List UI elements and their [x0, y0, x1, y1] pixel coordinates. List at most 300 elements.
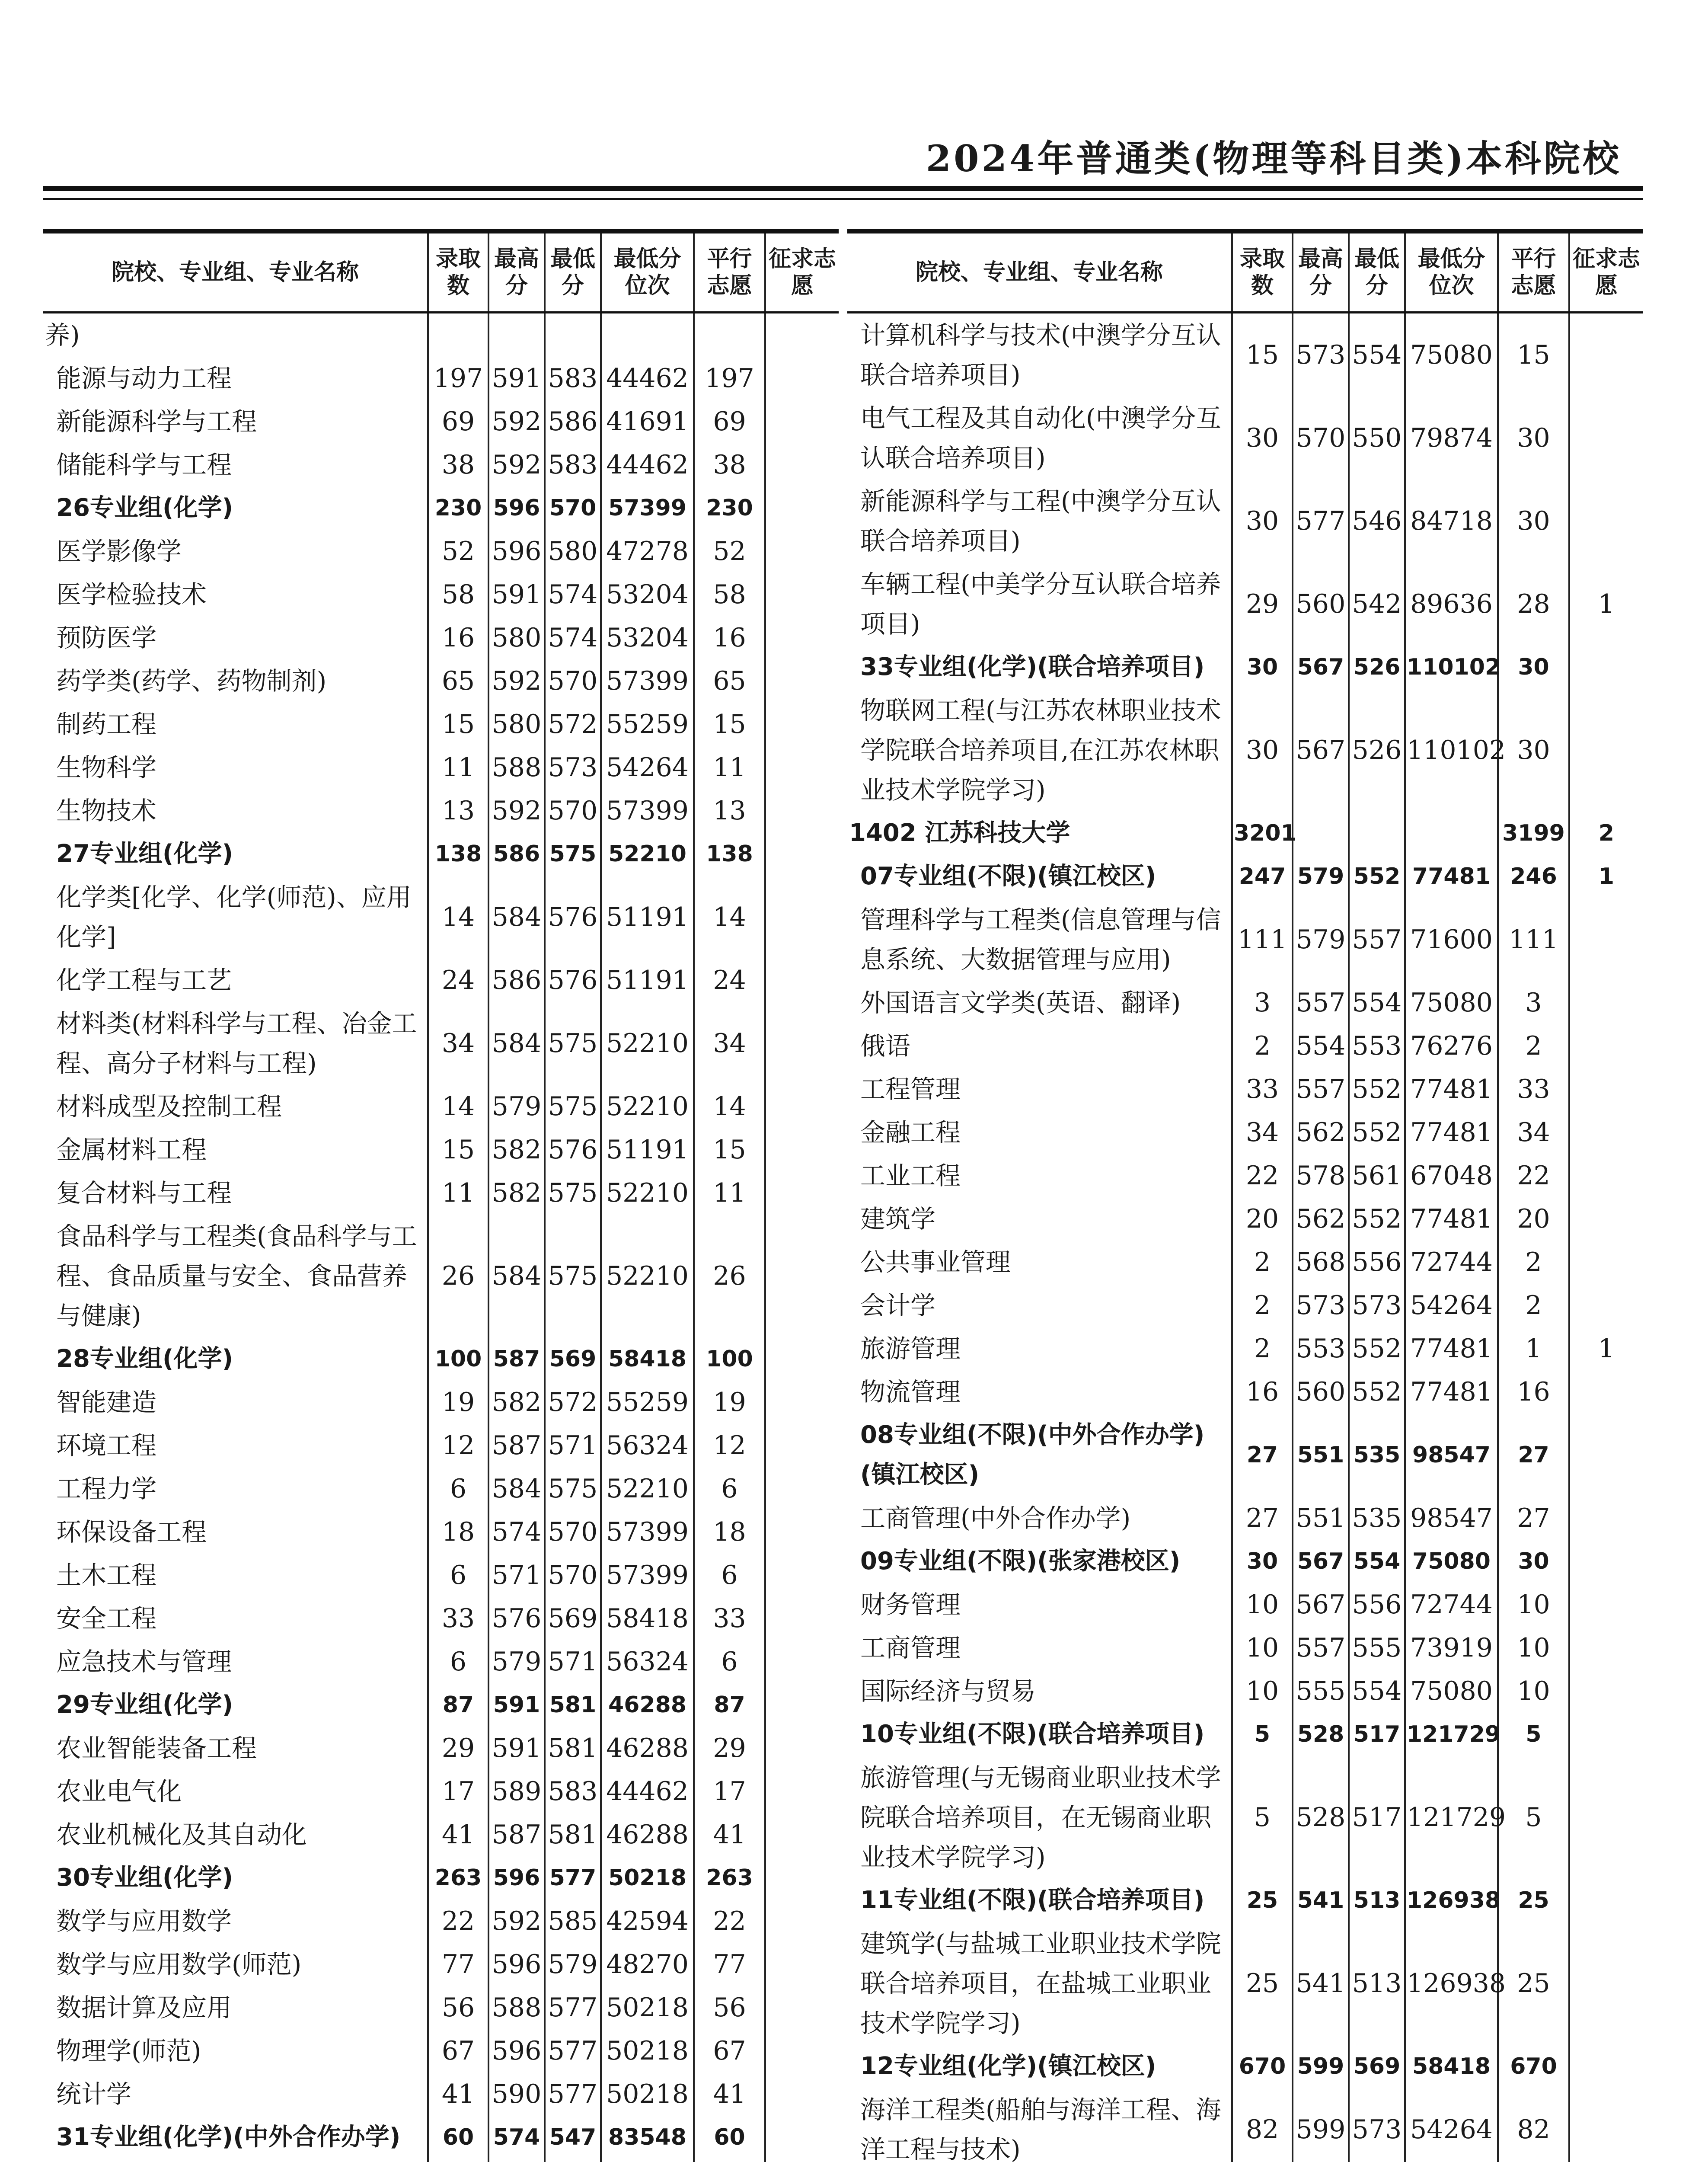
cell-solicit — [1569, 646, 1643, 689]
cell-solicit — [765, 1943, 839, 1986]
cell-solicit — [1569, 1713, 1643, 1756]
cell-parallel: 24 — [694, 959, 765, 1002]
cell-min-rank: 44462 — [601, 443, 694, 486]
cell-max-score: 584 — [488, 1215, 545, 1337]
cell-admitted: 24 — [428, 959, 488, 1002]
cell-admitted: 26 — [428, 1215, 488, 1337]
cell-admitted: 10 — [1232, 1626, 1293, 1669]
cell-min-rank — [601, 313, 694, 357]
table-row — [847, 1922, 1643, 2045]
cell-name: 07专业组(不限)(镇江校区) — [860, 862, 1156, 890]
cell-min-rank: 53204 — [601, 573, 694, 616]
cell-max-score: 596 — [488, 1943, 545, 1986]
cell-name: 金属材料工程 — [56, 1135, 207, 1164]
cell-min-score: 583 — [545, 1770, 601, 1813]
cell-max-score: 591 — [488, 1727, 545, 1770]
cell-admitted: 29 — [1232, 563, 1293, 646]
cell-name: 环保设备工程 — [56, 1517, 207, 1547]
header-min-score: 最低分 — [1349, 231, 1405, 313]
cell-parallel — [694, 2159, 765, 2162]
cell-solicit: 1 — [1569, 1327, 1643, 1370]
cell-parallel: 138 — [694, 832, 765, 876]
group-row — [847, 1414, 1643, 1497]
cell-min-rank: 54264 — [1405, 2088, 1498, 2162]
cell-min-score: 574 — [545, 573, 601, 616]
group-row — [43, 832, 839, 876]
cell-name: 生物科学 — [56, 753, 157, 782]
cell-min-score: 575 — [545, 1171, 601, 1215]
cell-max-score: 591 — [488, 573, 545, 616]
cell-min-score: 581 — [545, 1813, 601, 1856]
table-row — [847, 898, 1643, 981]
cell-min-rank: 46288 — [601, 1813, 694, 1856]
cell-parallel: 26 — [694, 1215, 765, 1337]
cell-min-rank: 53204 — [601, 616, 694, 659]
table-row — [43, 1640, 839, 1683]
cell-admitted: 14 — [428, 1085, 488, 1128]
cell-parallel: 27 — [1498, 1497, 1569, 1540]
cell-admitted: 197 — [428, 357, 488, 400]
cell-solicit — [1569, 480, 1643, 563]
cell-min-score: 573 — [545, 746, 601, 789]
cell-name: 旅游管理(与无锡商业职业技术学院联合培养项目，在无锡商业职业技术学院学习) — [860, 1763, 1221, 1872]
cell-min-rank: 126938 — [1405, 1879, 1498, 1922]
cell-admitted: 11 — [428, 1171, 488, 1215]
cell-parallel: 41 — [694, 2072, 765, 2116]
cell-max-score: 567 — [1293, 689, 1349, 812]
cell-name: 工商管理 — [860, 1633, 961, 1663]
cell-solicit — [1569, 2088, 1643, 2162]
cell-name: 智能建造 — [56, 1388, 157, 1417]
cell-name: 26专业组(化学) — [56, 494, 233, 522]
cell-parallel: 246 — [1498, 855, 1569, 898]
cell-max-score: 592 — [488, 400, 545, 443]
cell-min-score: 575 — [545, 832, 601, 876]
cell-min-score: 513 — [1349, 1922, 1405, 2045]
cell-name: 生物技术 — [56, 796, 157, 825]
cell-parallel: 33 — [694, 1597, 765, 1640]
cell-max-score: 573 — [1293, 1284, 1349, 1327]
cell-admitted — [428, 2159, 488, 2162]
header-max-score: 最高分 — [488, 231, 545, 313]
cell-parallel: 16 — [694, 616, 765, 659]
table-row — [43, 2072, 839, 2116]
cell-min-score: 577 — [545, 2029, 601, 2072]
cell-max-score: 588 — [488, 746, 545, 789]
cell-name: 工程管理 — [860, 1075, 961, 1104]
cell-max-score: 551 — [1293, 1497, 1349, 1540]
table-row — [847, 1669, 1643, 1713]
table-row — [43, 1770, 839, 1813]
table-row — [847, 1583, 1643, 1626]
table-row — [43, 1467, 839, 1510]
cell-parallel: 18 — [694, 1510, 765, 1554]
cell-admitted: 30 — [1232, 689, 1293, 812]
cell-solicit — [1569, 1414, 1643, 1497]
cell-admitted: 5 — [1232, 1713, 1293, 1756]
cell-solicit — [765, 1900, 839, 1943]
cell-min-rank: 51191 — [601, 1128, 694, 1171]
cell-solicit — [765, 1813, 839, 1856]
cell-parallel: 69 — [694, 400, 765, 443]
cell-solicit — [1569, 1879, 1643, 1922]
table-row — [43, 659, 839, 703]
cell-name: 外国语言文学类(英语、翻译) — [860, 988, 1181, 1017]
cell-max-score: 541 — [1293, 1879, 1349, 1922]
cell-parallel: 2 — [1498, 1241, 1569, 1284]
cell-parallel: 230 — [694, 486, 765, 530]
cell-parallel: 30 — [1498, 480, 1569, 563]
cell-min-rank: 57399 — [601, 486, 694, 530]
cell-parallel: 100 — [694, 1337, 765, 1381]
cell-name: 医学影像学 — [56, 537, 182, 566]
table-row — [43, 1597, 839, 1640]
cell-solicit — [765, 530, 839, 573]
cell-name: 药学类(药学、药物制剂) — [56, 666, 327, 696]
cell-min-score: 573 — [1349, 1284, 1405, 1327]
cell-admitted: 33 — [428, 1597, 488, 1640]
cell-min-score: 575 — [545, 1467, 601, 1510]
cell-max-score: 591 — [488, 357, 545, 400]
table-row — [847, 1154, 1643, 1197]
cell-solicit — [1569, 1024, 1643, 1068]
cell-admitted: 25 — [1232, 1879, 1293, 1922]
cell-min-rank: 76276 — [1405, 1024, 1498, 1068]
cell-max-score: 587 — [488, 1337, 545, 1381]
cell-name: 数学与应用数学(师范) — [56, 1950, 302, 1979]
cell-min-score: 526 — [1349, 646, 1405, 689]
cell-max-score: 574 — [488, 1510, 545, 1554]
cell-max-score — [1293, 812, 1349, 855]
cell-min-score: 552 — [1349, 1068, 1405, 1111]
cell-admitted: 111 — [1232, 898, 1293, 981]
cell-solicit — [765, 1640, 839, 1683]
cell-max-score: 580 — [488, 616, 545, 659]
cell-solicit — [1569, 1922, 1643, 2045]
cell-min-score: 552 — [1349, 1327, 1405, 1370]
cell-solicit — [1569, 1284, 1643, 1327]
cell-solicit — [765, 486, 839, 530]
cell-admitted: 52 — [428, 530, 488, 573]
cell-name: 11专业组(不限)(联合培养项目) — [860, 1886, 1205, 1914]
cell-name: 27专业组(化学) — [56, 840, 233, 868]
cell-min-rank: 98547 — [1405, 1414, 1498, 1497]
cell-parallel: 10 — [1498, 1583, 1569, 1626]
cell-name: 工程力学 — [56, 1474, 157, 1503]
cell-min-rank: 56324 — [601, 1640, 694, 1683]
cell-min-score: 570 — [545, 1554, 601, 1597]
table-row — [847, 480, 1643, 563]
cell-min-score: 542 — [1349, 563, 1405, 646]
cell-admitted: 38 — [428, 443, 488, 486]
cell-admitted: 2 — [1232, 1327, 1293, 1370]
cell-name: 计算机科学与技术(中澳学分互认联合培养项目) — [860, 320, 1221, 390]
cell-max-score: 587 — [488, 1813, 545, 1856]
cell-min-rank: 47278 — [601, 530, 694, 573]
cell-admitted: 16 — [428, 616, 488, 659]
cell-min-rank: 54264 — [1405, 1284, 1498, 1327]
header-admitted: 录取数 — [428, 231, 488, 313]
cell-min-rank: 126938 — [1405, 1922, 1498, 2045]
cell-solicit — [765, 1554, 839, 1597]
cell-parallel: 16 — [1498, 1370, 1569, 1414]
cell-min-rank: 42594 — [601, 1900, 694, 1943]
cell-max-score: 567 — [1293, 1583, 1349, 1626]
cell-name: 公共事业管理 — [860, 1247, 1011, 1277]
cell-parallel: 30 — [1498, 397, 1569, 480]
cell-min-score: 554 — [1349, 313, 1405, 397]
cell-max-score: 571 — [488, 1554, 545, 1597]
left-table-column — [43, 229, 839, 2162]
table-row — [43, 1171, 839, 1215]
cell-min-score: 554 — [1349, 1540, 1405, 1583]
cell-max-score: 592 — [488, 1900, 545, 1943]
cell-solicit — [765, 2159, 839, 2162]
cell-name: 会计学 — [860, 1291, 936, 1320]
cell-max-score: 570 — [1293, 397, 1349, 480]
cell-max-score: 541 — [1293, 1922, 1349, 2045]
cell-name: 1402 江苏科技大学 — [849, 819, 1070, 847]
cell-solicit — [765, 1683, 839, 1727]
cell-name: 俄语 — [860, 1031, 911, 1061]
cell-min-score: 569 — [545, 1597, 601, 1640]
cell-admitted: 3201 — [1232, 812, 1293, 855]
cell-admitted: 65 — [428, 659, 488, 703]
cell-admitted: 29 — [428, 1727, 488, 1770]
cell-parallel: 15 — [694, 703, 765, 746]
cell-solicit — [765, 2072, 839, 2116]
cell-parallel: 15 — [694, 1128, 765, 1171]
header-min-rank: 最低分位次 — [601, 231, 694, 313]
cell-min-score: 572 — [545, 1381, 601, 1424]
cell-max-score: 588 — [488, 1986, 545, 2029]
cell-solicit — [1569, 1669, 1643, 1713]
cell-solicit — [765, 1510, 839, 1554]
cell-parallel: 11 — [694, 746, 765, 789]
cell-admitted: 41 — [428, 1813, 488, 1856]
cell-min-rank: 84718 — [1405, 480, 1498, 563]
cell-min-rank: 52210 — [601, 1467, 694, 1510]
cell-admitted: 6 — [428, 1554, 488, 1597]
table-row — [847, 1024, 1643, 1068]
cell-parallel — [694, 313, 765, 357]
cell-name: 30专业组(化学) — [56, 1864, 233, 1892]
cell-admitted: 670 — [1232, 2045, 1293, 2088]
cell-name: 数学与应用数学 — [56, 1906, 232, 1936]
table-row — [847, 1068, 1643, 1111]
cell-name: 物联网工程(与江苏农林职业技术学院联合培养项目,在江苏农林职业技术学院学习) — [860, 696, 1221, 805]
cell-min-score: 583 — [545, 357, 601, 400]
cell-admitted: 25 — [1232, 1922, 1293, 2045]
cell-min-rank: 72744 — [1405, 1241, 1498, 1284]
cell-admitted: 30 — [1232, 397, 1293, 480]
cell-parallel: 33 — [1498, 1068, 1569, 1111]
cell-min-score: 535 — [1349, 1497, 1405, 1540]
cell-admitted: 2 — [1232, 1284, 1293, 1327]
cell-min-rank: 50218 — [601, 2072, 694, 2116]
cell-name: 农业电气化 — [56, 1777, 182, 1806]
cell-max-score: 591 — [488, 1683, 545, 1727]
cell-min-score: 569 — [545, 1337, 601, 1381]
cell-admitted: 18 — [428, 1510, 488, 1554]
cell-min-score: 571 — [545, 1640, 601, 1683]
cell-solicit — [765, 1986, 839, 2029]
cell-min-rank — [1405, 812, 1498, 855]
cell-solicit — [765, 1085, 839, 1128]
cell-name: 管理科学与工程类(信息管理与信息系统、大数据管理与应用) — [860, 905, 1221, 974]
cell-solicit — [1569, 1197, 1643, 1241]
cell-min-rank: 52210 — [601, 1171, 694, 1215]
cell-name: 电气工程及其自动化(中澳学分互认联合培养项目) — [860, 403, 1221, 473]
cell-min-rank: 77481 — [1405, 1111, 1498, 1154]
cell-parallel: 15 — [1498, 313, 1569, 397]
cell-min-rank: 50218 — [601, 1986, 694, 2029]
cell-admitted: 3 — [1232, 981, 1293, 1024]
cell-solicit — [765, 1770, 839, 1813]
cell-parallel: 87 — [694, 1683, 765, 1727]
cell-max-score: 560 — [1293, 1370, 1349, 1414]
cell-name: 土木工程 — [56, 1561, 157, 1590]
cell-name: 10专业组(不限)(联合培养项目) — [860, 1720, 1205, 1748]
cell-solicit — [765, 357, 839, 400]
cell-min-rank: 56324 — [601, 1424, 694, 1467]
table-row — [43, 1900, 839, 1943]
group-row — [43, 1337, 839, 1381]
table-row — [43, 1128, 839, 1171]
cell-min-score: 517 — [1349, 1756, 1405, 1879]
cell-name: 工业工程 — [860, 1161, 961, 1190]
cell-admitted: 15 — [1232, 313, 1293, 397]
cell-parallel: 34 — [1498, 1111, 1569, 1154]
header-name: 院校、专业组、专业名称 — [847, 231, 1232, 313]
cell-admitted: 67 — [428, 2029, 488, 2072]
cell-min-score: 570 — [545, 789, 601, 832]
cell-parallel: 11 — [694, 1171, 765, 1215]
table-row — [847, 1497, 1643, 1540]
cell-name: 农业智能装备工程 — [56, 1733, 257, 1763]
cell-admitted: 20 — [1232, 1197, 1293, 1241]
cell-admitted: 2 — [1232, 1024, 1293, 1068]
cell-parallel: 5 — [1498, 1756, 1569, 1879]
cell-parallel: 29 — [694, 1727, 765, 1770]
cell-min-score: 556 — [1349, 1241, 1405, 1284]
table-row — [43, 1510, 839, 1554]
cell-admitted: 15 — [428, 1128, 488, 1171]
cell-max-score: 592 — [488, 659, 545, 703]
cell-solicit: 1 — [1569, 563, 1643, 646]
cell-name: 09专业组(不限)(张家港校区) — [860, 1547, 1181, 1575]
cell-min-score: 575 — [545, 1085, 601, 1128]
cell-admitted: 11 — [428, 746, 488, 789]
cell-admitted: 34 — [1232, 1111, 1293, 1154]
cell-name: 12专业组(化学)(镇江校区) — [860, 2052, 1156, 2080]
cell-name — [43, 2159, 428, 2162]
table-row — [847, 1197, 1643, 1241]
group-row — [43, 1856, 839, 1900]
table-row — [43, 400, 839, 443]
table-row — [847, 1284, 1643, 1327]
header-parallel: 平行志愿 — [694, 231, 765, 313]
cell-min-rank: 46288 — [601, 1683, 694, 1727]
table-row — [847, 1111, 1643, 1154]
cell-admitted: 6 — [428, 1640, 488, 1683]
table-row — [43, 1085, 839, 1128]
cell-solicit — [1569, 1241, 1643, 1284]
cell-min-rank: 41691 — [601, 400, 694, 443]
group-row — [847, 855, 1643, 898]
cell-name: 工商管理(中外合作办学) — [860, 1503, 1131, 1533]
cell-parallel: 12 — [694, 1424, 765, 1467]
cell-name: 预防医学 — [56, 623, 157, 652]
cell-min-score: 586 — [545, 400, 601, 443]
cell-name: 新能源科学与工程 — [56, 407, 257, 436]
cell-min-score: 576 — [545, 959, 601, 1002]
cell-solicit — [765, 313, 839, 357]
cell-solicit — [765, 616, 839, 659]
cell-min-rank: 52210 — [601, 1002, 694, 1085]
cell-max-score: 582 — [488, 1128, 545, 1171]
cell-solicit — [765, 832, 839, 876]
cell-admitted: 13 — [428, 789, 488, 832]
cell-max-score: 592 — [488, 789, 545, 832]
cell-parallel: 197 — [694, 357, 765, 400]
header-max-score: 最高分 — [1293, 231, 1349, 313]
cell-parallel: 2 — [1498, 1024, 1569, 1068]
cell-solicit — [1569, 2045, 1643, 2088]
admission-table-right — [847, 229, 1643, 2162]
cell-solicit — [1569, 1626, 1643, 1669]
cell-solicit — [1569, 1497, 1643, 1540]
cell-admitted: 33 — [1232, 1068, 1293, 1111]
table-row — [43, 876, 839, 959]
cell-admitted: 15 — [428, 703, 488, 746]
cell-name: 数据计算及应用 — [56, 1993, 232, 2022]
group-row — [847, 1713, 1643, 1756]
cell-min-rank: 52210 — [601, 832, 694, 876]
cell-min-score: 574 — [545, 616, 601, 659]
cell-min-score: 580 — [545, 530, 601, 573]
cell-min-score: 577 — [545, 1856, 601, 1900]
cell-max-score: 551 — [1293, 1414, 1349, 1497]
cell-min-score: 552 — [1349, 855, 1405, 898]
header-solicit: 征求志愿 — [765, 231, 839, 313]
cell-solicit — [1569, 1111, 1643, 1154]
cell-min-rank: 77481 — [1405, 1370, 1498, 1414]
cell-solicit — [765, 1171, 839, 1215]
cell-min-score: 557 — [1349, 898, 1405, 981]
cell-solicit — [765, 400, 839, 443]
cell-solicit — [765, 1215, 839, 1337]
cell-max-score: 576 — [488, 1597, 545, 1640]
cell-parallel: 14 — [694, 876, 765, 959]
header-admitted: 录取数 — [1232, 231, 1293, 313]
cell-max-score: 582 — [488, 1171, 545, 1215]
table-row — [43, 1727, 839, 1770]
table-row — [847, 563, 1643, 646]
header-solicit: 征求志愿 — [1569, 231, 1643, 313]
cell-name: 旅游管理 — [860, 1334, 961, 1363]
cell-parallel: 263 — [694, 1856, 765, 1900]
cell-solicit — [765, 1381, 839, 1424]
cell-name: 化学类[化学、化学(师范)、应用化学] — [56, 883, 412, 952]
cell-solicit — [765, 443, 839, 486]
cell-admitted: 58 — [428, 573, 488, 616]
cell-min-rank: 72744 — [1405, 1583, 1498, 1626]
cell-min-score: 576 — [545, 1128, 601, 1171]
cell-solicit — [765, 573, 839, 616]
cell-min-rank: 55259 — [601, 1381, 694, 1424]
cell-solicit — [765, 1727, 839, 1770]
